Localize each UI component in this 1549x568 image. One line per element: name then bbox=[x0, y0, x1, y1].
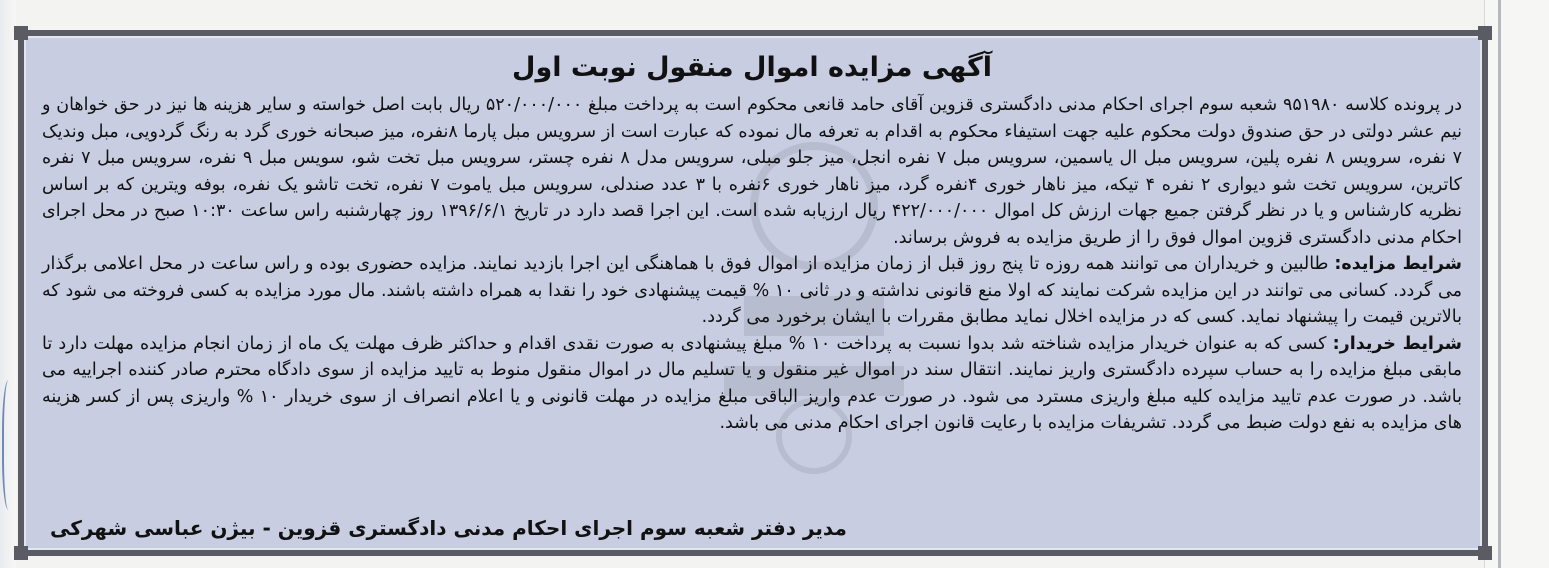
notice-content bbox=[42, 48, 1462, 542]
notice-title: آگهی مزایده اموال منقول نوبت اول bbox=[512, 52, 992, 83]
auction-terms-heading: شرایط مزایده: bbox=[1334, 254, 1462, 274]
frame-corner bbox=[14, 546, 28, 560]
signature-line: مدیر دفتر شعبه سوم اجرای احکام مدنی دادگستری قزوین - بیژن عباسی شهرکی bbox=[50, 516, 847, 540]
frame-corner bbox=[1478, 546, 1492, 560]
pen-mark bbox=[2, 380, 18, 510]
adjacent-column-rule bbox=[1498, 0, 1501, 568]
notice-intro: در پرونده کلاسه ۹۵۱۹۸۰ شعبه سوم اجرای احکام مدنی دادگستری قزوین آقای حامد قانعی محکوم است به پرداخت مبلغ ۵۲۰/۰۰۰/۰۰۰ ریال بابت اصل خواسته و سایر هزینه ها نیز در حق خواهان و نیم عشر دولتی در حق صندوق دولت محکوم علیه جهت استیفاء محکوم به اقدام به تعرفه مال نموده که عبارت است از سرویس مبل پارما ۸نفره، میز صبحانه خوری گرد به رنگ گردویی، مبل وندیک ۷ نفره، سرویس ۸ نفره پلین، سرویس مبل ال یاسمین، سرویس مبل ۷ نفره انجل، میز جلو مبلی، سرویس مدل ۸ نفره چستر، سرویس مبل تخت شو، سویس مبل ۹ نفره، سرویس مبل ۷ نفره کاترین، سرویس تخت شو دیواری ۲ نفره ۴ تیکه، میز ناهار خوری ۴نفره گرد، میز ناهار خوری ۶نفره با ۳ عدد صندلی، سرویس مبل یاموت ۷ نفره، تخت تاشو یک نفره، بوفه ویترین که بر اساس نظریه کارشناس و یا در نظر گرفتن جمیع جهات ارزش کل اموال ۴۲۲/۰۰۰/۰۰۰ ریال ارزیابه شده است. این اجرا قصد دارد در تاریخ ۱۳۹۶/۶/۱ روز چهارشنبه راس ساعت ۱۰:۳۰ صبح در محل اجرای احکام مدنی دادگستری قزوین اموال فوق را از طریق مزایده به فروش برساند. bbox=[42, 95, 1463, 248]
frame-corner bbox=[14, 26, 28, 40]
auction-terms-text: طالبین و خریداران می توانند همه روزه تا پنج روز قبل از زمان مزایده از اموال فوق با هماهنگی این اجرا بازدید نمایند. مزایده حضوری بوده و راس ساعت در محل اعلامی برگذار می گردد. کسانی می توانند در این مزایده شرکت نمایند که اولا منع قانونی نداشته و در ثانی ۱۰ % قیمت پیشنهادی خود را نقدا به همراه داشته باشند. مال مورد مزایده به کسی فروخته می شود که بالاترین قیمت را پیشنهاد نماید. کسی که در مزایده اخلال نماید مطابق مقررات با ایشان برخورد می گردد. bbox=[42, 254, 1463, 327]
buyer-terms-text: کسی که به عنوان خریدار مزایده شناخته شد بدوا نسبت به پرداخت ۱۰ % مبلغ پیشنهادی به صورت نقدی اقدام و حداکثر ظرف مهلت یک ماه از زمان انجام مزایده مهلت دارد تا مابقی مبلغ مزایده را به حساب سپرده دادگستری واریز نمایند. انتقال سند در اموال غیر منقول و یا تسلیم مال در اموال منقول منوط به تایید مزایده از سوی دادگاه محترم صادر کننده اجراییه می باشد. در صورت عدم تایید مزایده کلیه مبلغ واریزی مسترد می شود. در صورت عدم واریز الباقی مبلغ مزایده در مهلت قانونی و یا اعلام انصراف از سوی خریدار ۱۰ % واریزی پس از کسر هزینه های مزایده به نفع دولت ضبط می گردد. تشریفات مزایده با رعایت قانون اجرای احکام مدنی می باشد. bbox=[42, 333, 1462, 433]
buyer-terms-heading: شرایط خریدار: bbox=[1332, 333, 1462, 354]
frame-corner bbox=[1478, 26, 1492, 40]
paper-edge-right bbox=[1484, 0, 1549, 568]
auction-terms bbox=[42, 251, 1462, 331]
buyer-terms bbox=[42, 331, 1462, 437]
notice-frame bbox=[18, 30, 1488, 556]
